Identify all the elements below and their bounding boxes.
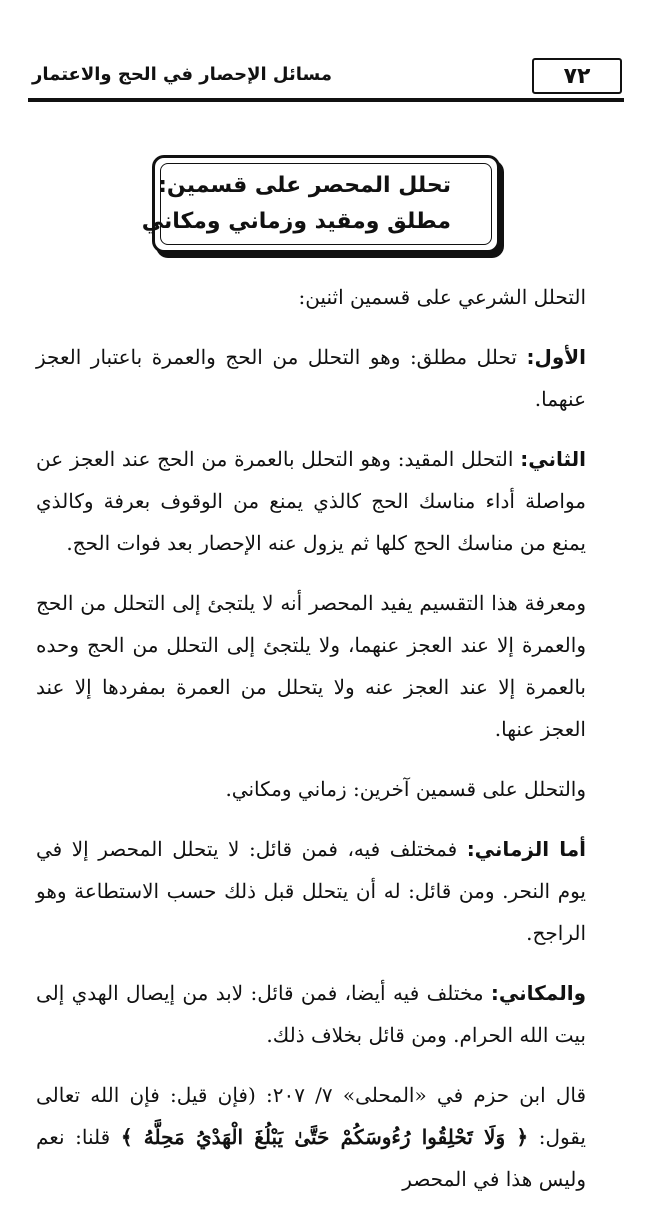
quote-continuation-text: قلنا: نعم وليس هذا في المحصر bbox=[36, 1125, 586, 1191]
paragraph-spatial bbox=[36, 972, 586, 1056]
paragraph-first-type bbox=[36, 336, 586, 420]
paragraph-second-type-text: التحلل المقيد: وهو التحلل بالعمرة من الحج عند العجز عن مواصلة أداء مناسك الحج كالذي يمنع من الوقوف بعرفة وكالذي يمنع من مناسك الحج كلها ثم يزول عنه الإحصار بعد فوات الحج. bbox=[36, 447, 586, 555]
paragraph-first-type-text: تحلل مطلق: وهو التحلل من الحج والعمرة باعتبار العجز عنهما. bbox=[36, 345, 586, 411]
paragraph-temporal-text: فمختلف فيه، فمن قائل: لا يتحلل المحصر إلا في يوم النحر. ومن قائل: له أن يتحلل قبل ذلك حسب الاستطاعة وهو الراجح. bbox=[36, 837, 586, 945]
paragraph-benefit bbox=[36, 582, 586, 750]
section-heading-box bbox=[141, 155, 500, 253]
paragraph-other-division bbox=[36, 768, 586, 810]
paragraph-benefit-text: ومعرفة هذا التقسيم يفيد المحصر أنه لا يلتجئ إلى التحلل من الحج والعمرة إلا عند العجز عنهما، ولا يلتجئ إلى التحلل من الحج وحده بالعمرة إلا عند العجز عنه ولا يتحلل من العمرة بمفردها إلا عند العجز عنها. bbox=[36, 591, 586, 741]
running-title: مسائل الإحصار في الحج والاعتمار bbox=[32, 64, 332, 85]
quran-verse: ﴿ وَلَا تَحْلِقُوا رُءُوسَكُمْ حَتَّىٰ يَبْلُغَ الْهَدْيُ مَحِلَّهُ ﴾ bbox=[120, 1125, 529, 1149]
section-heading-inner bbox=[141, 163, 492, 245]
paragraph-intro-text: التحلل الشرعي على قسمين اثنين: bbox=[298, 285, 586, 309]
page-number: ٧٢ bbox=[532, 58, 622, 94]
paragraph-spatial-text: مختلف فيه أيضا، فمن قائل: لابد من إيصال الهدي إلى بيت الله الحرام. ومن قائل بخلاف ذلك. bbox=[36, 981, 586, 1047]
quote-intro-text: قال ابن حزم في «المحلى» ٧/ ٢٠٧: (فإن قيل: فإن الله تعالى يقول: bbox=[36, 1083, 587, 1149]
page-header bbox=[28, 56, 624, 102]
term-spatial: والمكاني: bbox=[490, 981, 586, 1005]
paragraph-other-division-text: والتحلل على قسمين آخرين: زماني ومكاني. bbox=[225, 777, 586, 801]
paragraph-ibn-hazm-quote bbox=[36, 1074, 586, 1200]
section-heading-line-2: مطلق ومقيد وزماني ومكاني bbox=[141, 209, 451, 234]
term-temporal: أما الزماني: bbox=[466, 837, 587, 861]
body-text bbox=[36, 276, 586, 1218]
paragraph-temporal bbox=[36, 828, 586, 954]
paragraph-intro bbox=[36, 276, 586, 318]
term-first: الأول: bbox=[526, 345, 586, 369]
section-heading-line-1: تحلل المحصر على قسمين: bbox=[158, 173, 451, 198]
term-second: الثاني: bbox=[520, 447, 586, 471]
paragraph-second-type bbox=[36, 438, 586, 564]
